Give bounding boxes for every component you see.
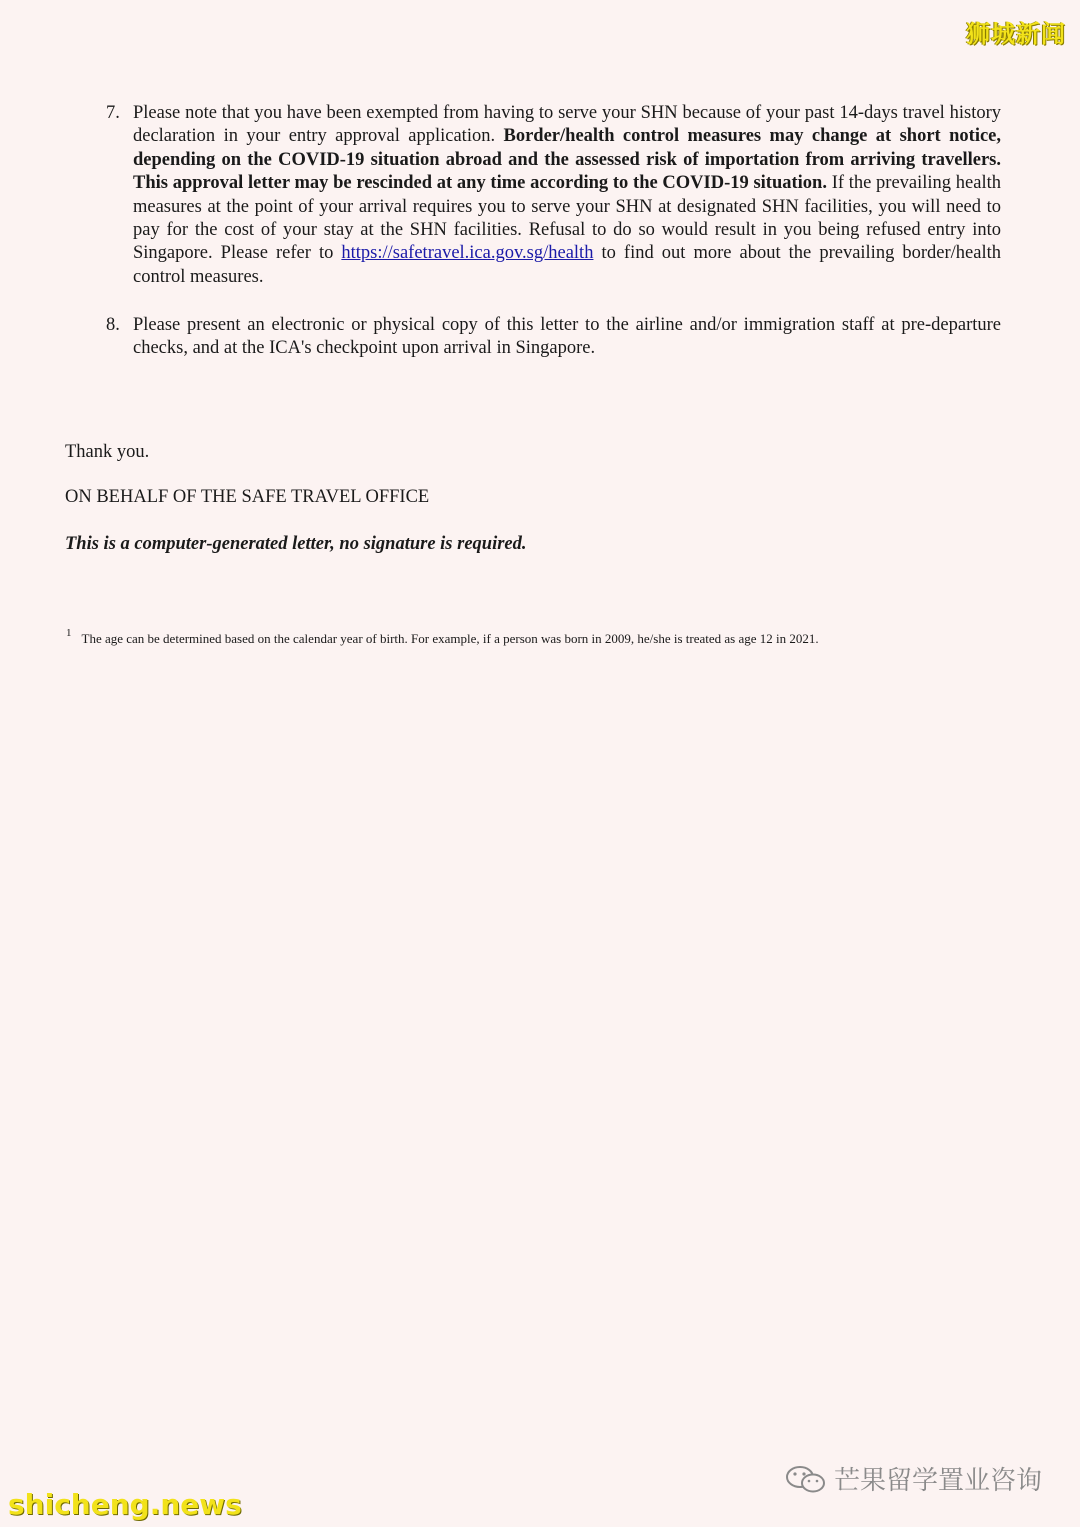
computer-generated-note: This is a computer-generated letter, no signature is required.: [65, 534, 527, 554]
list-item-body: Please present an electronic or physical copy of this letter to the airline and/or immigration staff at pre-departure checks, and at the ICA's checkpoint upon arrival in Singapore.: [133, 315, 1001, 359]
watermark-bottom-left: shicheng.news: [8, 1488, 242, 1521]
footnote-text: The age can be determined based on the calendar year of birth. For example, if a person was born in 2009, he/she is treated as age 12 in 2021.: [81, 631, 819, 646]
thank-you-text: Thank you.: [65, 442, 150, 462]
list-number: 7.: [106, 103, 120, 123]
item7-text-3: to find out more about the prevailing border/health control measures.: [133, 243, 1001, 287]
list-item-body: [133, 102, 1001, 289]
watermark-top-right: 狮城新闻: [966, 20, 1066, 48]
footnote: [66, 627, 819, 647]
wechat-icon: [784, 1464, 828, 1494]
on-behalf-text: ON BEHALF OF THE SAFE TRAVEL OFFICE: [65, 487, 430, 507]
item7-text-2: If the prevailing health measures at the point of your arrival requires you to serve your SHN at designated SHN facilities, you will need to pay for the cost of your stay at the SHN facilities. Refusal to do so would result in you being refused entry into Singapore. Please refer to: [133, 173, 1001, 264]
list-item-7: [106, 102, 1001, 289]
health-measures-link[interactable]: https://safetravel.ica.gov.sg/health: [341, 243, 594, 264]
list-number: 8.: [106, 315, 120, 335]
watermark-brand-text: 芒果留学置业咨询: [833, 1466, 1042, 1496]
footnote-marker: 1: [66, 627, 72, 639]
item7-text-1: Please note that you have been exempted from having to serve your SHN because of your past 14-days travel history declaration in your entry approval application.: [133, 103, 1001, 147]
watermark-bottom-right: [784, 1460, 1042, 1497]
item7-bold-text: Border/health control measures may change at short notice, depending on the COVID-19 situation abroad and the assessed risk of importation from arriving travellers. This approval letter may be rescinded at any time according to the COVID-19 situation.: [133, 126, 1002, 194]
list-item-8: [106, 314, 1001, 361]
